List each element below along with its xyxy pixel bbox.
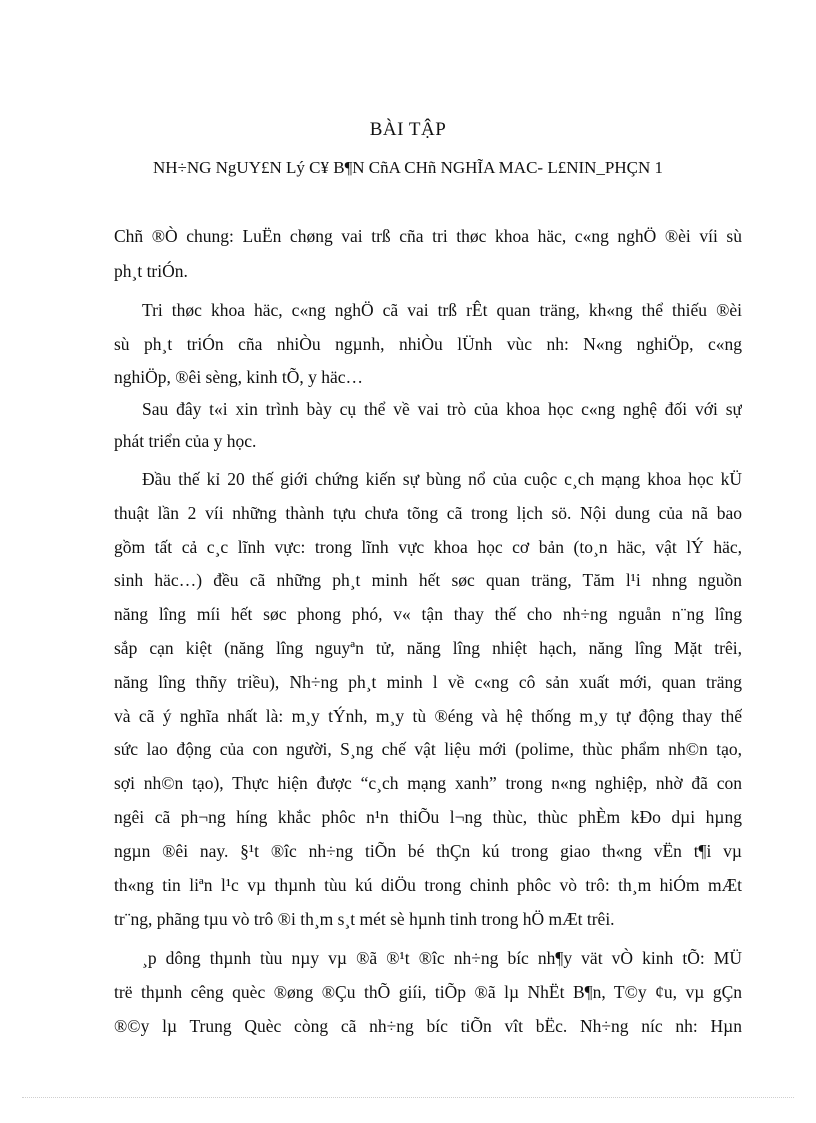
- body-line: sức lao động của con người, S¸ng chế vật liệu mới (polime, thùc phẩm nh©n tạo,: [114, 739, 742, 759]
- body-line: và cã ý nghĩa nhất là: m¸y tÝnh, m¸y tù ®éng và hệ thống m¸y tự động thay thế: [114, 706, 742, 726]
- page-bottom-border: [22, 1097, 794, 1098]
- body-line: ngêi cã ph¬ng híng khắc phôc n¹n thiÕu l¬ng thùc, thùc phÈm kÐo dµi hµng: [114, 807, 742, 827]
- body-line: Tri thøc khoa häc, c«ng nghÖ cã vai trß rÊt quan träng, kh«ng thể thiếu ®èi: [142, 300, 742, 320]
- body-line: sù ph¸t triÓn cña nhiÒu ngµnh, nhiÒu lÜnh vùc nh: N«ng nghiÖp, c«ng: [114, 334, 742, 354]
- body-line: Chñ ®Ò chung: LuËn chøng vai trß cña tri thøc khoa häc, c«ng nghÖ ®èi víi sù: [114, 226, 742, 246]
- body-line: Sau đây t«i xin trình bày cụ thể về vai trò của khoa học c«ng nghệ đối với sự: [142, 399, 742, 419]
- document-subtitle: NH÷NG NgUY£N Lý C¥ B¶N CñA CHñ NGHĨA MAC- L£NIN_PHÇN 1: [152, 158, 664, 177]
- body-line: phát triển của y học.: [114, 431, 257, 451]
- body-line: Đầu thế kỉ 20 thế giới chứng kiến sự bùng nổ của cuộc c¸ch mạng khoa học kÜ: [142, 469, 742, 489]
- body-line: ¸p dông thµnh tùu nµy vµ ®ã ®¹t ®îc nh÷ng bíc nh¶y vät vÒ kinh tÕ: MÜ: [142, 948, 742, 968]
- body-line: ph¸t triÓn.: [114, 261, 188, 281]
- body-line: sợi nh©n tạo), Thực hiện được “c¸ch mạng xanh” trong n«ng nghiệp, nhờ đã con: [114, 773, 742, 793]
- body-line: ngµn ®êi nay. §¹t ®îc nh÷ng tiÕn bé thÇn kú trong giao th«ng vËn t¶i vµ: [114, 841, 742, 861]
- body-line: nghiÖp, ®êi sèng, kinh tÕ, y häc…: [114, 367, 364, 387]
- body-line: trë thµnh cêng quèc ®øng ®Çu thÕ giíi, tiÕp ®ã lµ NhËt B¶n, T©y ¢u, vµ gÇn: [114, 982, 742, 1002]
- body-line: năng lîng thñy triều), Nh÷ng ph¸t minh l về c«ng cô sản xuất mới, quan träng: [114, 672, 742, 692]
- document-title: BÀI TẬP: [369, 119, 447, 140]
- body-line: ®©y lµ Trung Quèc còng cã nh÷ng bíc tiÕn vît bËc. Nh÷ng níc nh: Hµn: [114, 1016, 742, 1036]
- body-line: th«ng tin liªn l¹c vµ thµnh tùu kú diÖu trong chinh phôc vò trô: th¸m hiÓm mÆt: [114, 875, 742, 895]
- body-line: thuật lần 2 víi những thành tựu chưa tõng cã trong lịch sö. Nội dung của nã bao: [114, 503, 742, 523]
- body-line: gồm tất cả c¸c lĩnh vực: trong lĩnh vực khoa học cơ bản (to¸n häc, vật lÝ häc,: [114, 537, 742, 557]
- body-line: sinh häc…) đều cã những ph¸t minh hết søc quan träng, Tăm l¹i nhng nguồn: [114, 570, 742, 590]
- body-line: năng lîng míi hết søc phong phó, v« tận thay thế cho nh÷ng nguån n¨ng lîng: [114, 604, 742, 624]
- body-line: tr¨ng, phãng tµu vò trô ®i th¸m s¸t mét sè hµnh tinh trong hÖ mÆt trêi.: [114, 909, 615, 929]
- body-line: sắp cạn kiệt (năng lîng nguyªn tử, năng lîng nhiệt hạch, năng lîng Mặt trêi,: [114, 638, 742, 658]
